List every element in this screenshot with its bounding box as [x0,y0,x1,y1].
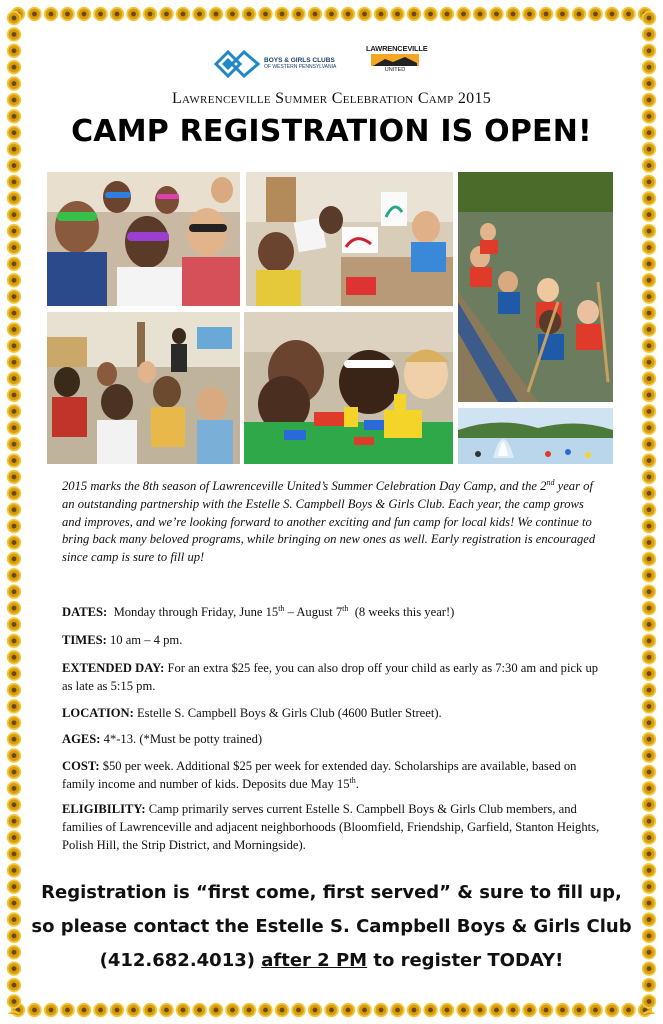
ages-label: AGES: [62,732,101,746]
kids-painting-photo [246,172,453,306]
location-label: LOCATION: [62,706,134,720]
extended-day-line [62,660,607,696]
dates-line [62,604,607,622]
cta-underlined-time: after 2 PM [261,950,368,971]
cta-text-b: to register TODAY! [367,950,564,971]
intro-paragraph [62,478,602,567]
spray-park-photo [458,408,613,464]
bgc-hands-icon [214,50,260,78]
lu-bottom-text: UNITED [384,67,406,73]
boys-girls-clubs-logo [214,50,336,78]
intro-sup: nd [546,477,555,487]
eligibility-value: Camp primarily serves current Estelle S. Campbell Boys & Girls Club members, and families of Lawrenceville and adjacent neighborhoods (Bloomfield, Friendship, Garfield, Stanton Heights, Polish Hill, the Strip District, and Morningside). [62,802,600,852]
registration-call-to-action [30,876,633,978]
cost-value: $50 per week. Additional $25 per week for extended day. Scholarships are available, based on family income and number of kids. Deposits due May 15 [62,759,577,791]
lawrenceville-united-logo [366,44,428,73]
dates-label: DATES: [62,605,108,619]
camp-subtitle: Lawrenceville Summer Celebration Camp 2015 [171,90,492,107]
cost-sup: th [349,775,356,785]
lu-top-text: LAWRENCEVILLE [366,44,428,53]
eligibility-line [62,801,607,854]
ages-line [62,731,607,749]
dates-value-b: – August 7 [284,605,343,619]
extended-day-value: For an extra $25 fee, you can also drop off your child as early as 7:30 am and pick up as late as 5:15 pm. [62,661,599,693]
cost-line [62,758,607,794]
times-line [62,632,607,650]
page-title: CAMP REGISTRATION IS OPEN! [71,114,592,149]
ages-value: 4*-13. (*Must be potty trained) [100,732,263,746]
story-time-photo [47,312,240,464]
lu-sunrise-icon [371,54,419,66]
kids-with-legos-photo [244,312,453,464]
location-value: Estelle S. Campbell Boys & Girls Club (4600 Butler Street). [133,706,442,720]
intro-text-b: year of an outstanding partnership with the Estelle S. Campbell Boys & Girls Club. Each year, the camp grows and improves, and we’re looking forward to another exciting and fun camp for local kids! We continue to bring back many beloved programs, while bringing on new ones as well. Early registration is encouraged since camp is sure to fill up! [62,479,596,565]
times-label: TIMES: [62,633,107,647]
extended-day-label: EXTENDED DAY: [62,661,165,675]
kids-in-masks-photo [47,172,240,306]
times-value: 10 am – 4 pm. [106,633,183,647]
cta-text-a: Registration is “first come, first served” & sure to fill up, so please contact the Estelle S. Campbell Boys & Girls Club (412.682.4013) [31,882,632,971]
cost-label: COST: [62,759,100,773]
location-line [62,705,607,723]
dates-sup-2: th [342,603,349,613]
logos-bar [0,44,663,82]
bgc-subtitle: OF WESTERN PENNSYLVANIA [264,64,337,70]
dates-sup-1: th [278,603,285,613]
dates-value-c: (8 weeks this year!) [348,605,455,619]
dragon-boat-photo [458,172,613,402]
intro-text-a: 2015 marks the 8th season of Lawrenceville United’s Summer Celebration Day Camp, and the 2 [62,479,547,493]
cost-end: . [355,776,359,791]
bgc-name: BOYS & GIRLS CLUBS [264,57,335,64]
dates-value-a: Monday through Friday, June 15 [107,605,279,619]
eligibility-label: ELIGIBILITY: [62,802,146,816]
